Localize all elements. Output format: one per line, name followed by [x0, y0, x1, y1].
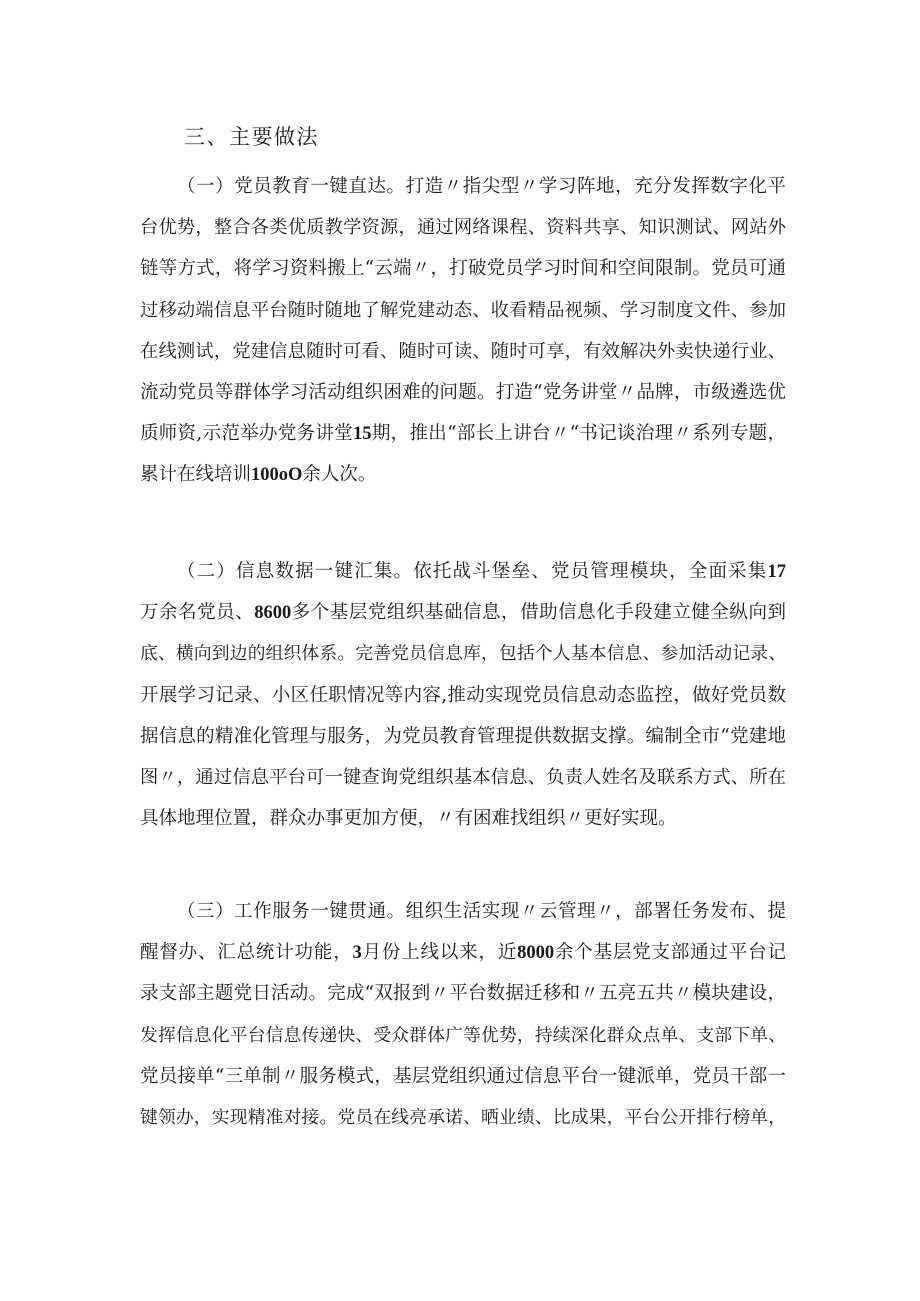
text-line: 累计在线培训100oO余人次。 [140, 464, 377, 486]
paragraph-2 [140, 557, 786, 845]
text-line: 流动党员等群体学习活动组织困难的问题。打造“党务讲堂〃品牌，市级遴选优 [140, 381, 786, 403]
text-line: 发挥信息化平台信息传递快、受众群体广等优势，持续深化群众点单、支部下单、 [140, 1025, 786, 1046]
text-line: 醒督办、汇总统计功能，3月份上线以来，近8000余个基层党支部通过平台记 [140, 942, 786, 964]
text-line: 过移动端信息平台随时随地了解党建动态、收看精品视频、学习制度文件、参加 [140, 299, 786, 321]
text-line: 录支部主题党日活动。完成“双报到〃平台数据迁移和〃五亮五共〃模块建设， [140, 983, 786, 1005]
text-line: （二）信息数据一键汇集。依托战斗堡垒、党员管理模块，全面采集17 [177, 561, 786, 582]
section-heading: 三、主要做法 [184, 125, 319, 149]
text-line: 党员接单“三单制〃服务模式，基层党组织通过信息平台一键派单，党员干部一 [140, 1065, 786, 1087]
paragraph-1 [140, 172, 786, 502]
text-line: 链等方式，将学习资料搬上“云端〃，打破党员学习时间和空间限制。党员可通 [140, 258, 786, 280]
text-line: 键领办，实现精准对接。党员在线亮承诺、晒业绩、比成果，平台公开排行榜单， [140, 1107, 786, 1128]
text-line: 底、横向到边的组织体系。完善党员信息库，包括个人基本信息、参加活动记录、 [140, 644, 786, 665]
text-line: 台优势，整合各类优质教学资源，通过网络课程、资料共享、知识测试、网站外 [140, 217, 786, 239]
text-line: 开展学习记录、小区任职情况等内容,推动实现党员信息动态监控，做好党员数 [140, 684, 786, 706]
text-line: （一）党员教育一键直达。打造〃指尖型〃学习阵地，充分发挥数字化平 [177, 176, 786, 197]
paragraph-3 [140, 897, 786, 1144]
text-line: （三）工作服务一键贯通。组织生活实现〃云管理〃，部署任务发布、提 [177, 901, 786, 922]
text-line: 质师资,示范举办党务讲堂15期，推出“部长上讲台〃“书记谈治理〃系列专题， [140, 423, 786, 445]
text-line: 据信息的精准化管理与服务，为党员教育管理提供数据支撑。编制全市“党建地 [140, 725, 786, 747]
text-line: 具体地理位置，群众办事更加方便，〃有困难找组织〃更好实现。 [140, 808, 677, 830]
text-line: 在线测试，党建信息随时可看、随时可读、随时可享，有效解决外卖快递行业、 [140, 340, 786, 362]
text-line: 万余名党员、8600多个基层党组织基础信息，借助信息化手段建立健全纵向到 [140, 602, 786, 624]
text-line: 图〃，通过信息平台可一键查询党组织基本信息、负责人姓名及联系方式、所在 [140, 766, 786, 788]
